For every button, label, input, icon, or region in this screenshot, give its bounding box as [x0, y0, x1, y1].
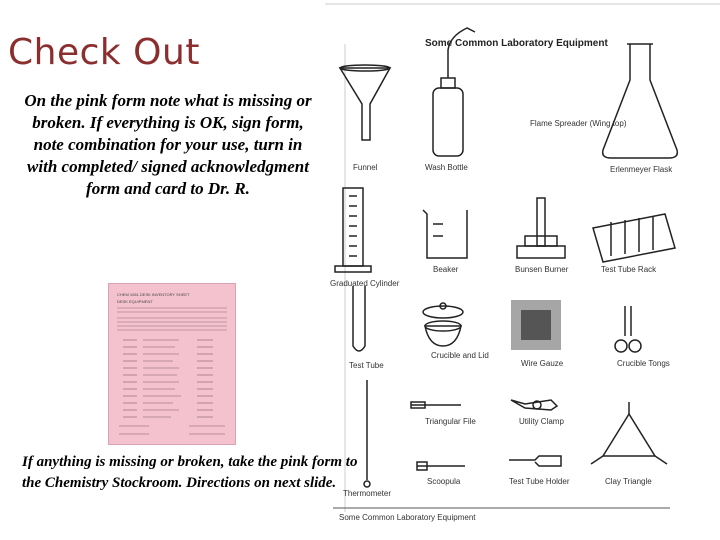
- pink-form-heading: CHEM 1061 DESK INVENTORY SHEET: [117, 292, 190, 297]
- label-flame-spreader: Flame Spreader (Wing top): [530, 119, 627, 128]
- wire-gauze-icon: [511, 300, 561, 350]
- test-tube-icon: [353, 286, 365, 351]
- pink-form-subheading: DESK EQUIPMENT: [117, 299, 153, 304]
- pink-inventory-form: [108, 283, 236, 445]
- label-funnel: Funnel: [353, 163, 378, 172]
- equipment-sheet: [325, 0, 720, 540]
- crucible-icon: [423, 303, 463, 346]
- bottom-note-text: If anything is missing or broken, take the pink form to the Chemistry Stockroom. Directions on next slide.: [22, 454, 358, 491]
- funnel-icon: [340, 65, 390, 140]
- label-test-tube: Test Tube: [349, 361, 384, 370]
- label-test-tube-rack: Test Tube Rack: [601, 265, 657, 274]
- test-tube-holder-icon: [509, 456, 561, 466]
- clay-triangle-icon: [591, 402, 667, 464]
- test-tube-rack-icon: [593, 214, 675, 262]
- equipment-sheet-footer: Some Common Laboratory Equipment: [339, 513, 476, 522]
- label-crucible-and-lid: Crucible and Lid: [431, 351, 489, 360]
- crucible-tongs-icon: [615, 306, 641, 352]
- bunsen-burner-icon: [517, 198, 565, 258]
- scoopula-icon: [417, 462, 465, 470]
- label-erlenmeyer-flask: Erlenmeyer Flask: [610, 165, 673, 174]
- label-crucible-tongs: Crucible Tongs: [617, 359, 670, 368]
- label-wire-gauze: Wire Gauze: [521, 359, 564, 368]
- label-clay-triangle: Clay Triangle: [605, 477, 652, 486]
- utility-clamp-icon: [511, 400, 557, 410]
- label-triangular-file: Triangular File: [425, 417, 476, 426]
- label-utility-clamp: Utility Clamp: [519, 417, 564, 426]
- label-wash-bottle: Wash Bottle: [425, 163, 468, 172]
- graduated-cylinder-icon: [335, 188, 371, 272]
- label-scoopula: Scoopula: [427, 477, 461, 486]
- beaker-icon: [423, 210, 467, 258]
- instructions-text: On the pink form note what is missing or broken. If everything is OK, sign form, note combination for your use, turn in with completed/ signed acknowledgment form and card to Dr. R.: [24, 91, 312, 198]
- slide-title: Check Out: [8, 32, 200, 73]
- triangular-file-icon: [411, 402, 461, 408]
- label-graduated-cylinder: Graduated Cylinder: [330, 279, 400, 288]
- erlenmeyer-flask-icon: [603, 44, 678, 158]
- label-thermometer: Thermometer: [343, 489, 392, 498]
- label-bunsen-burner: Bunsen Burner: [515, 265, 569, 274]
- equipment-sheet-title: Some Common Laboratory Equipment: [425, 38, 608, 49]
- label-test-tube-holder: Test Tube Holder: [509, 477, 570, 486]
- label-beaker: Beaker: [433, 265, 459, 274]
- pink-form-graphic: [109, 284, 235, 444]
